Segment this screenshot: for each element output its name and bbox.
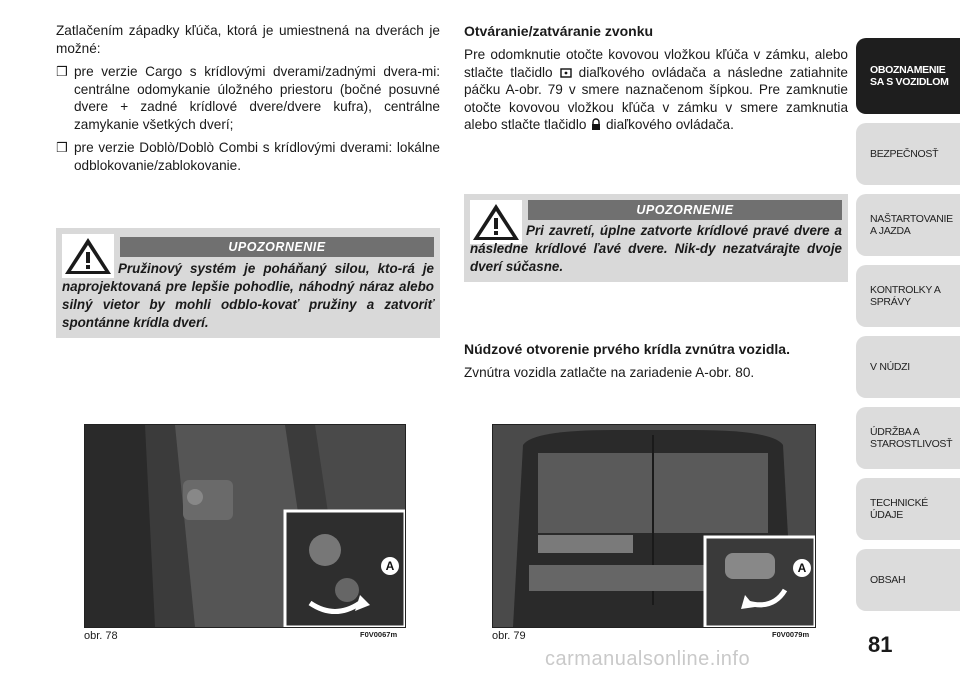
figure-code: F0V0067m [360,630,398,639]
page-number: 81 [868,632,893,657]
tab-v-nudzi[interactable]: V NÚDZI [856,336,960,398]
section-heading: Otváranie/zatváranie zvonku [464,23,654,39]
list-item: ❒ pre verzie Cargo s krídlovými dverami/zadnými dvera-mi: centrálne odomykanie úložného priestoru (bočné posuvné dvere + zadné krídlové dvere/dvere kufra), centrálne zamykanie všetkých dverí; [56,64,440,132]
callout-badge-a: A [381,557,399,575]
square-bullet-icon: ❒ [56,140,68,155]
warning-text: Pružinový systém je poháňaný silou, kto-rá je naprojektovaná pre lepšie pohodlie, náhodný náraz alebo silný vietor by mohli odblo-kovať pružiny a zatvoriť spontánne krídla dverí. [62,261,434,330]
figure-caption: obr. 79 [492,630,526,642]
paragraph: Pre odomknutie otočte kovovou vložkou kľúča v zámku, alebo stlačte tlačidlo diaľkového ovládača a následne zatiahnite páčku A-obr. 79 v smere naznačenom šípkou. Pre zamknutie otočte kovovou vložkou kľúča v zámku v smere zamknutia alebo stlačte tlačidlo diaľkového ovládača. [464,47,848,132]
warning-box-left [56,228,440,338]
warning-box-right [464,194,848,282]
figure-van-rear [492,424,816,628]
warning-title: UPOZORNENIE [120,237,434,257]
warning-title: UPOZORNENIE [528,200,842,220]
tab-technicke-udaje[interactable]: TECHNICKÉ ÚDAJE [856,478,960,540]
paragraph: Zvnútra vozidla zatlačte na zariadenie A-obr. 80. [464,365,755,380]
intro-paragraph: Zatlačením západky kľúča, ktorá je umiestnená na dverách je možné: [56,23,440,56]
warning-text: Pri zavretí, úplne zatvorte krídlové pravé dvere a následne krídlové ľavé dvere. Nik-dy nezatvárajte dvoje dverí súčasne. [470,223,842,274]
tab-bezpecnost[interactable]: BEZPEČNOSŤ [856,123,960,185]
padlock-icon [590,118,602,131]
chapter-sidebar [856,38,960,620]
tab-udrzba[interactable]: ÚDRŽBA A STAROSTLIVOSŤ [856,407,960,469]
figure-caption: obr. 78 [84,630,118,642]
tab-obsah[interactable]: OBSAH [856,549,960,611]
right-column [464,22,848,140]
right-column-lower [464,340,848,388]
left-column [56,22,440,180]
tab-oboznamenie[interactable]: OBOZNAMENIE SA S VOZIDLOM [856,38,960,114]
tab-nastartovanie[interactable]: NAŠTARTOVANIE A JAZDA [856,194,960,256]
watermark-text: carmanualsonline.info [545,648,751,670]
callout-badge-a: A [793,559,811,577]
list-item: ❒ pre verzie Doblò/Doblò Combi s krídlovými dverami: lokálne odblokovanie/zablokovanie. [56,140,440,173]
figure-code: F0V0079m [772,630,810,639]
square-bullet-icon: ❒ [56,64,68,79]
figure-door-hinge [84,424,406,628]
section-heading: Núdzové otvorenie prvého krídla zvnútra vozidla. [464,341,790,357]
trunk-unlock-icon [560,66,572,79]
tab-kontrolky[interactable]: KONTROLKY A SPRÁVY [856,265,960,327]
